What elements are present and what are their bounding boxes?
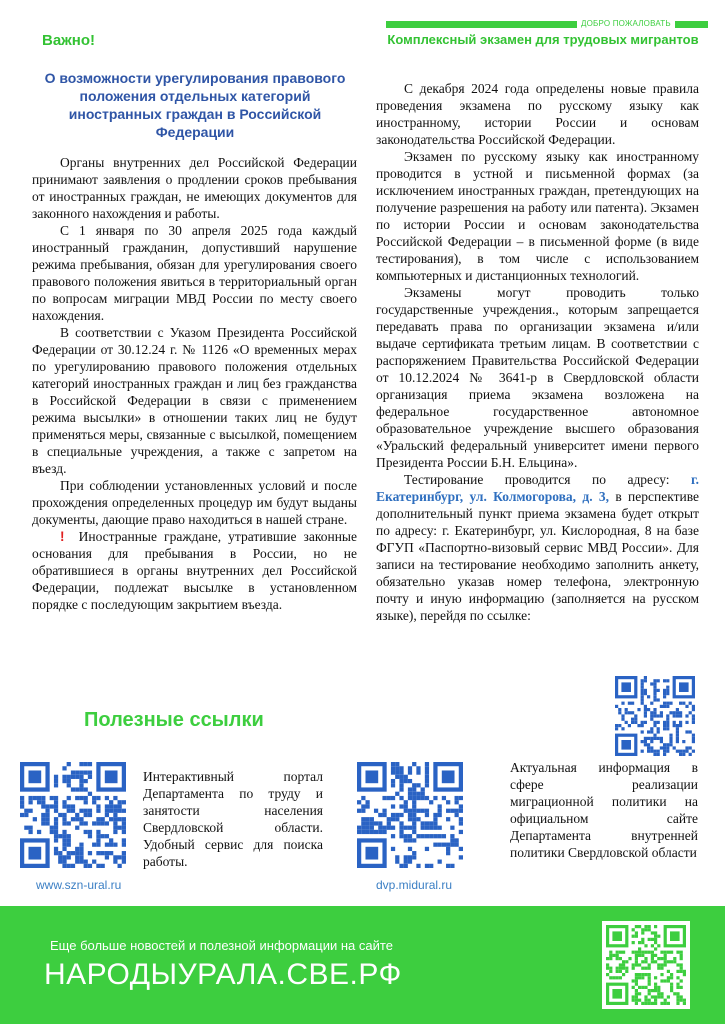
dvp-url-link[interactable]: dvp.midural.ru xyxy=(376,878,453,892)
left-paragraph: С 1 января по 30 апреля 2025 года каждый иностранный гражданин, допустивший нарушение режима пребывания, обязан для урегулирования своего правового положения явиться в территориальный орган по вопросам миграции МВД России по месту своего нахождения. xyxy=(32,223,357,323)
left-article-body xyxy=(32,154,357,613)
right-paragraph: Экзамены могут проводить только государственные учреждения., которым запрещается передавать права по организации экзамена и/или выдаче сертификата третьим лицам. В соответствии с распоряжением Правительства Российской Федерации от 10.12.2024 № 3641-р в Свердловской области организация приема экзамена возложена на федеральное государственное автономное образовательное учреждение высшего образования «Уральский федеральный университет имени первого Президента России Б.Н. Ельцина». xyxy=(376,285,699,470)
szn-url-link[interactable]: www.szn-ural.ru xyxy=(36,878,122,892)
right-paragraph: Экзамен по русскому языку как иностранному проводится в устной и письменной формах (за исключением иностранных граждан, претендующих на получение разрешения на работу или патента). Экзамен по истории России и основам законодательства Российской Федерации – в письменной форме (в виде тестирования), в том числе с использованием компьютерных и дистанционных технологий. xyxy=(376,149,699,283)
left-paragraph: В соответствии с Указом Президента Российской Федерации от 30.12.24 г. № 1126 «О временных мерах по урегулированию правового положения отдельных категорий иностранных граждан и лиц без гражданства в Российской Федерации в связи с применением режима высылки» в отношении таких лиц не будут применяться меры, связанные с высылкой, помещением в специальные учреждения, а также с запретом на въезд. xyxy=(32,325,357,476)
szn-qr-code[interactable] xyxy=(20,762,126,868)
dvp-link-description: Актуальная информация в сфере реализации миграционной политики на официальном сайте Департамента внутренней политики Свердловской области xyxy=(510,760,698,860)
right-article-body xyxy=(376,80,699,624)
testing-details: в перспективе дополнительный пункт приема экзамена будет открыт по адресу: г. Екатеринбург, ул. Кислородная, 8 на базе ФГУП «Паспортно-визовый сервис МВД России». Для записи на тестирование необходимо заполнить анкету, обязательно указав номер телефона, электронную почту и иную информацию (заполняется на русском языке), перейдя по ссылке: xyxy=(376,489,700,623)
footer-qr-code[interactable] xyxy=(606,925,686,1005)
right-paragraph-address xyxy=(376,471,699,624)
left-article-title: О возможности урегулирования правового положения отдельных категорий иностранных граждан в Российской Федерации xyxy=(44,70,346,140)
warning-text: Иностранные граждане, утратившие законные основания для пребывания в России, но не обратившиеся в органы внутренних дел Российской Федерации, подлежат высылке в установленном порядке с последующим закрытием въезда. xyxy=(32,529,357,612)
welcome-label: ДОБРО ПОЖАЛОВАТЬ xyxy=(577,19,675,28)
right-paragraph: С декабря 2024 года определены новые правила проведения экзамена по русскому языку как иностранному, истории России и основам законодательства Российской Федерации. xyxy=(376,81,699,147)
warning-icon: ! xyxy=(60,529,65,544)
useful-links-heading: Полезные ссылки xyxy=(84,709,264,731)
testing-intro: Тестирование проводится по адресу: xyxy=(404,472,670,487)
testing-address: г. Екатеринбург, ул. Колмогорова, д. 3, xyxy=(376,472,699,504)
dvp-qr-code[interactable] xyxy=(357,762,463,868)
left-paragraph: При соблюдении установленных условий и после прохождения определенных процедур им будут выданы документы, дающие право находиться в нашей стране. xyxy=(32,478,357,527)
important-heading: Важно! xyxy=(42,32,96,49)
left-paragraph-warning xyxy=(32,528,357,613)
footer-qr-frame xyxy=(602,921,690,1009)
szn-link-description: Интерактивный портал Департамента по труду и занятости населения Свердловской области. Удобный сервис для поиска работы. xyxy=(143,769,323,869)
exam-title: Комплексный экзамен для трудовых мигрантов xyxy=(387,32,699,47)
footer-site-link[interactable]: НАРОДЫУРАЛА.СВЕ.РФ xyxy=(44,958,402,991)
left-paragraph: Органы внутренних дел Российской Федерации принимают заявления о продлении сроков пребывания от иностранных граждан, не имеющих документов для законного нахождения и работы. xyxy=(32,155,357,221)
registration-qr-code[interactable] xyxy=(610,676,700,756)
footer-caption: Еще больше новостей и полезной информации на сайте xyxy=(50,938,393,953)
